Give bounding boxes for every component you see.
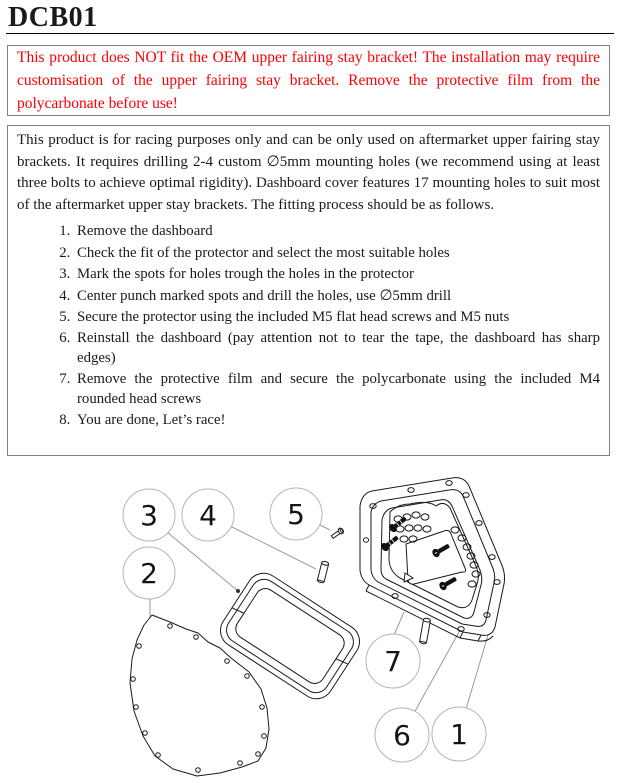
fitting-step: 1. Remove the dashboard [74, 222, 600, 241]
leader-line-1 [466, 625, 491, 709]
callout-number-7: 7 [384, 645, 402, 678]
leader-line-6 [414, 632, 459, 713]
warning-text: This product does NOT fit the OEM upper fairing stay bracket! The installation may require customisation of the upper fairing stay bracket. Remove the protective film from the polycarbonate before use! [17, 49, 600, 112]
fitting-steps-list [17, 222, 600, 430]
pin-body [420, 620, 431, 643]
callout-number-2: 2 [140, 557, 158, 590]
callout-number-5: 5 [287, 498, 305, 531]
warning-box [7, 45, 610, 116]
part-spacer-pin-lower [419, 618, 430, 644]
callout-number-6: 6 [393, 719, 411, 752]
fitting-step: 3. Mark the spots for holes trough the holes in the protector [74, 265, 600, 284]
fitting-step: 6. Reinstall the dashboard (pay attention not to tear the tape, the dashboard has sharp edges) [74, 329, 600, 368]
part-cover-housing [360, 478, 505, 641]
leader-dot-3 [236, 589, 240, 593]
page-title: DCB01 [8, 2, 98, 33]
callout-number-3: 3 [140, 499, 158, 532]
part-small-screw [330, 527, 344, 539]
fitting-step: 5. Secure the protector using the included M5 flat head screws and M5 nuts [74, 308, 600, 327]
leader-line-7 [394, 612, 404, 635]
instructions-intro: This product is for racing purposes only and can be only used on aftermarket upper fairing stay brackets. It requires drilling 2-4 custom ∅5mm mounting holes (we recommend using at least three bolts to achieve optimal rigidity). Dashboard cover features 17 mounting holes to suit most of the aftermarket upper stay brackets. The fitting process should be as follows. [17, 132, 600, 213]
instructions-box [7, 125, 610, 456]
exploded-view-svg [0, 460, 622, 778]
callout-number-1: 1 [450, 718, 468, 751]
part-spacer-pin [317, 561, 329, 584]
callout-number-4: 4 [199, 499, 217, 532]
fitting-step: 4. Center punch marked spots and drill the holes, use ∅5mm drill [74, 287, 600, 306]
fitting-step: 2. Check the fit of the protector and select the most suitable holes [74, 244, 600, 263]
fitting-step: 7. Remove the protective film and secure the polycarbonate using the included M4 rounded head screws [74, 370, 600, 409]
title-rule [6, 33, 614, 34]
fitting-step: 8. You are done, Let’s race! [74, 411, 600, 430]
exploded-view-diagram [0, 460, 622, 778]
